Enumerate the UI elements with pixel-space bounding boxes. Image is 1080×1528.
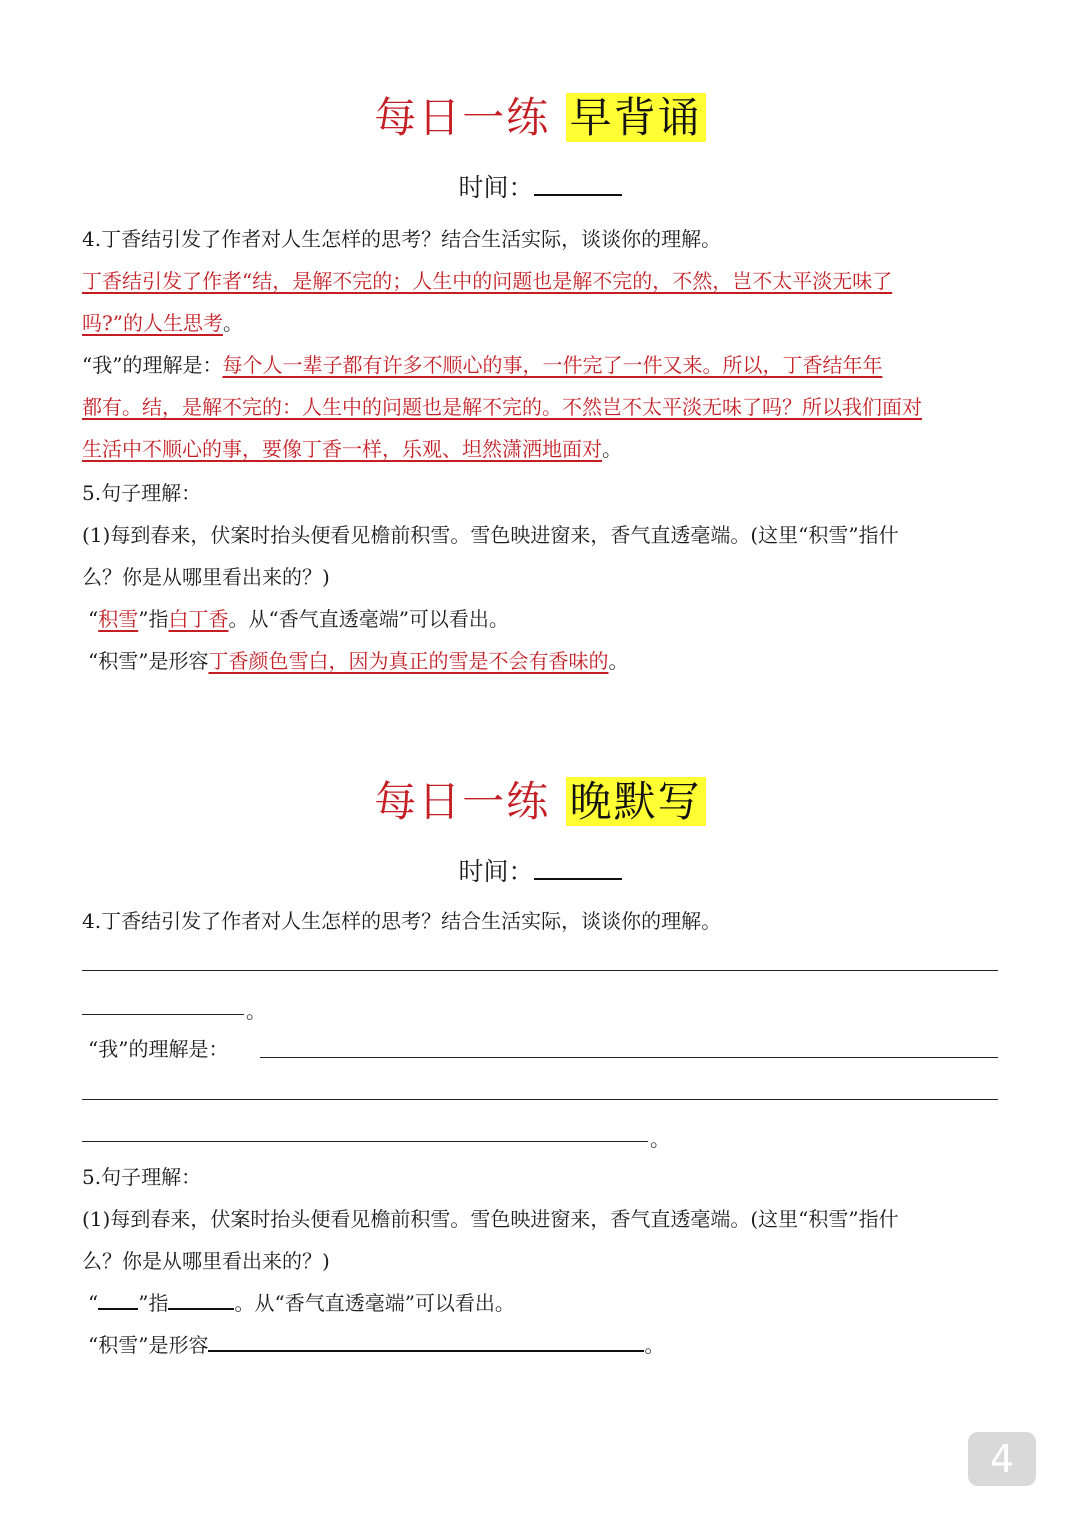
morning-q4: 4.丁香结引发了作者对人生怎样的思考？结合生活实际，谈谈你的理解。 xyxy=(82,227,722,251)
evening-ans-open: “ xyxy=(88,1291,99,1315)
evening-my-label: “我”的理解是： xyxy=(88,1037,229,1061)
morning-ans-mid: ”指 xyxy=(138,607,169,631)
morning-my-line3-red: 生活中不顺心的事，要像丁香一样，乐观、坦然潇洒地面对 xyxy=(82,437,602,461)
evening-desc-blank[interactable] xyxy=(208,1330,644,1352)
evening-a4-blank-line1[interactable] xyxy=(82,970,998,971)
evening-q5-1-line2: 么？你是从哪里看出来的？) xyxy=(82,1249,330,1273)
evening-time-label: 时间： xyxy=(458,857,534,886)
morning-my-line3 xyxy=(82,434,622,464)
evening-desc-label: “积雪”是形容 xyxy=(88,1333,209,1357)
morning-ans-tail: 。从“香气直透毫端”可以看出。 xyxy=(228,607,509,631)
evening-my-blank-line2[interactable] xyxy=(82,1099,998,1100)
morning-my-line1-red: 每个人一辈子都有许多不顺心的事，一件完了一件又来。所以，丁香结年年 xyxy=(222,353,883,377)
evening-ans-tail: 。从“香气直透毫端”可以看出。 xyxy=(234,1291,515,1315)
evening-q4: 4.丁香结引发了作者对人生怎样的思考？结合生活实际，谈谈你的理解。 xyxy=(82,909,722,933)
morning-a4-line2-end: 。 xyxy=(222,311,243,335)
morning-q5-1-line1: (1)每到春来，伏案时抬头便看见檐前积雪。雪色映进窗来，香气直透毫端。(这里“积雪”指什 xyxy=(82,523,899,547)
evening-desc-end: 。 xyxy=(644,1333,665,1357)
morning-ans-open: “ xyxy=(88,607,99,631)
morning-answer-row xyxy=(88,604,509,634)
morning-title-highlight: 早背诵 xyxy=(566,93,706,142)
morning-title-prefix: 每日一练 xyxy=(374,93,551,142)
morning-my-line1 xyxy=(82,350,882,380)
morning-a4-line1: 丁香结引发了作者“结，是解不完的；人生中的问题也是解不完的，不然，岂不太平淡无味了 xyxy=(82,269,893,293)
evening-my-blank-line1[interactable] xyxy=(260,1057,998,1058)
morning-ans-ref: 白丁香 xyxy=(168,607,229,631)
evening-title-highlight: 晚默写 xyxy=(566,777,706,826)
page-number-badge: 4 xyxy=(968,1432,1036,1486)
evening-my-blank-line3[interactable] xyxy=(82,1141,648,1142)
morning-ans-word: 积雪 xyxy=(98,607,139,631)
morning-desc-red: 丁香颜色雪白，因为真正的雪是不会有香味的 xyxy=(208,649,609,673)
morning-q5-1-line2: 么？你是从哪里看出来的？) xyxy=(82,565,330,589)
evening-a4-blank-line2[interactable] xyxy=(82,1014,244,1015)
morning-a4-line2 xyxy=(82,308,243,338)
morning-time-label: 时间： xyxy=(458,173,534,202)
evening-desc-row xyxy=(88,1330,664,1360)
morning-q5: 5.句子理解： xyxy=(82,481,202,505)
evening-ans-ref-blank[interactable] xyxy=(168,1288,234,1310)
morning-my-line2: 都有。结，是解不完的：人生中的问题也是解不完的。不然岂不太平淡无味了吗？所以我们面对 xyxy=(82,395,922,419)
evening-time-blank[interactable] xyxy=(534,854,622,880)
evening-title xyxy=(0,772,1080,832)
morning-time-row xyxy=(0,170,1080,206)
morning-time-blank[interactable] xyxy=(534,170,622,196)
morning-my-line3-end: 。 xyxy=(602,437,622,461)
evening-q5: 5.句子理解： xyxy=(82,1165,202,1189)
evening-period2: 。 xyxy=(650,1127,670,1151)
evening-answer-row xyxy=(88,1288,515,1318)
morning-desc-end: 。 xyxy=(608,649,629,673)
morning-desc-row xyxy=(88,646,628,676)
evening-time-row xyxy=(0,854,1080,890)
morning-my-label: “我”的理解是： xyxy=(82,353,223,377)
evening-title-prefix: 每日一练 xyxy=(374,777,551,826)
evening-period1: 。 xyxy=(246,999,266,1023)
morning-desc-label: “积雪”是形容 xyxy=(88,649,209,673)
morning-title xyxy=(0,88,1080,148)
evening-q5-1-line1: (1)每到春来，伏案时抬头便看见檐前积雪。雪色映进窗来，香气直透毫端。(这里“积雪”指什 xyxy=(82,1207,899,1231)
evening-ans-mid: ”指 xyxy=(138,1291,169,1315)
evening-ans-word-blank[interactable] xyxy=(98,1288,138,1310)
morning-a4-line2-red: 吗?”的人生思考 xyxy=(82,311,223,335)
